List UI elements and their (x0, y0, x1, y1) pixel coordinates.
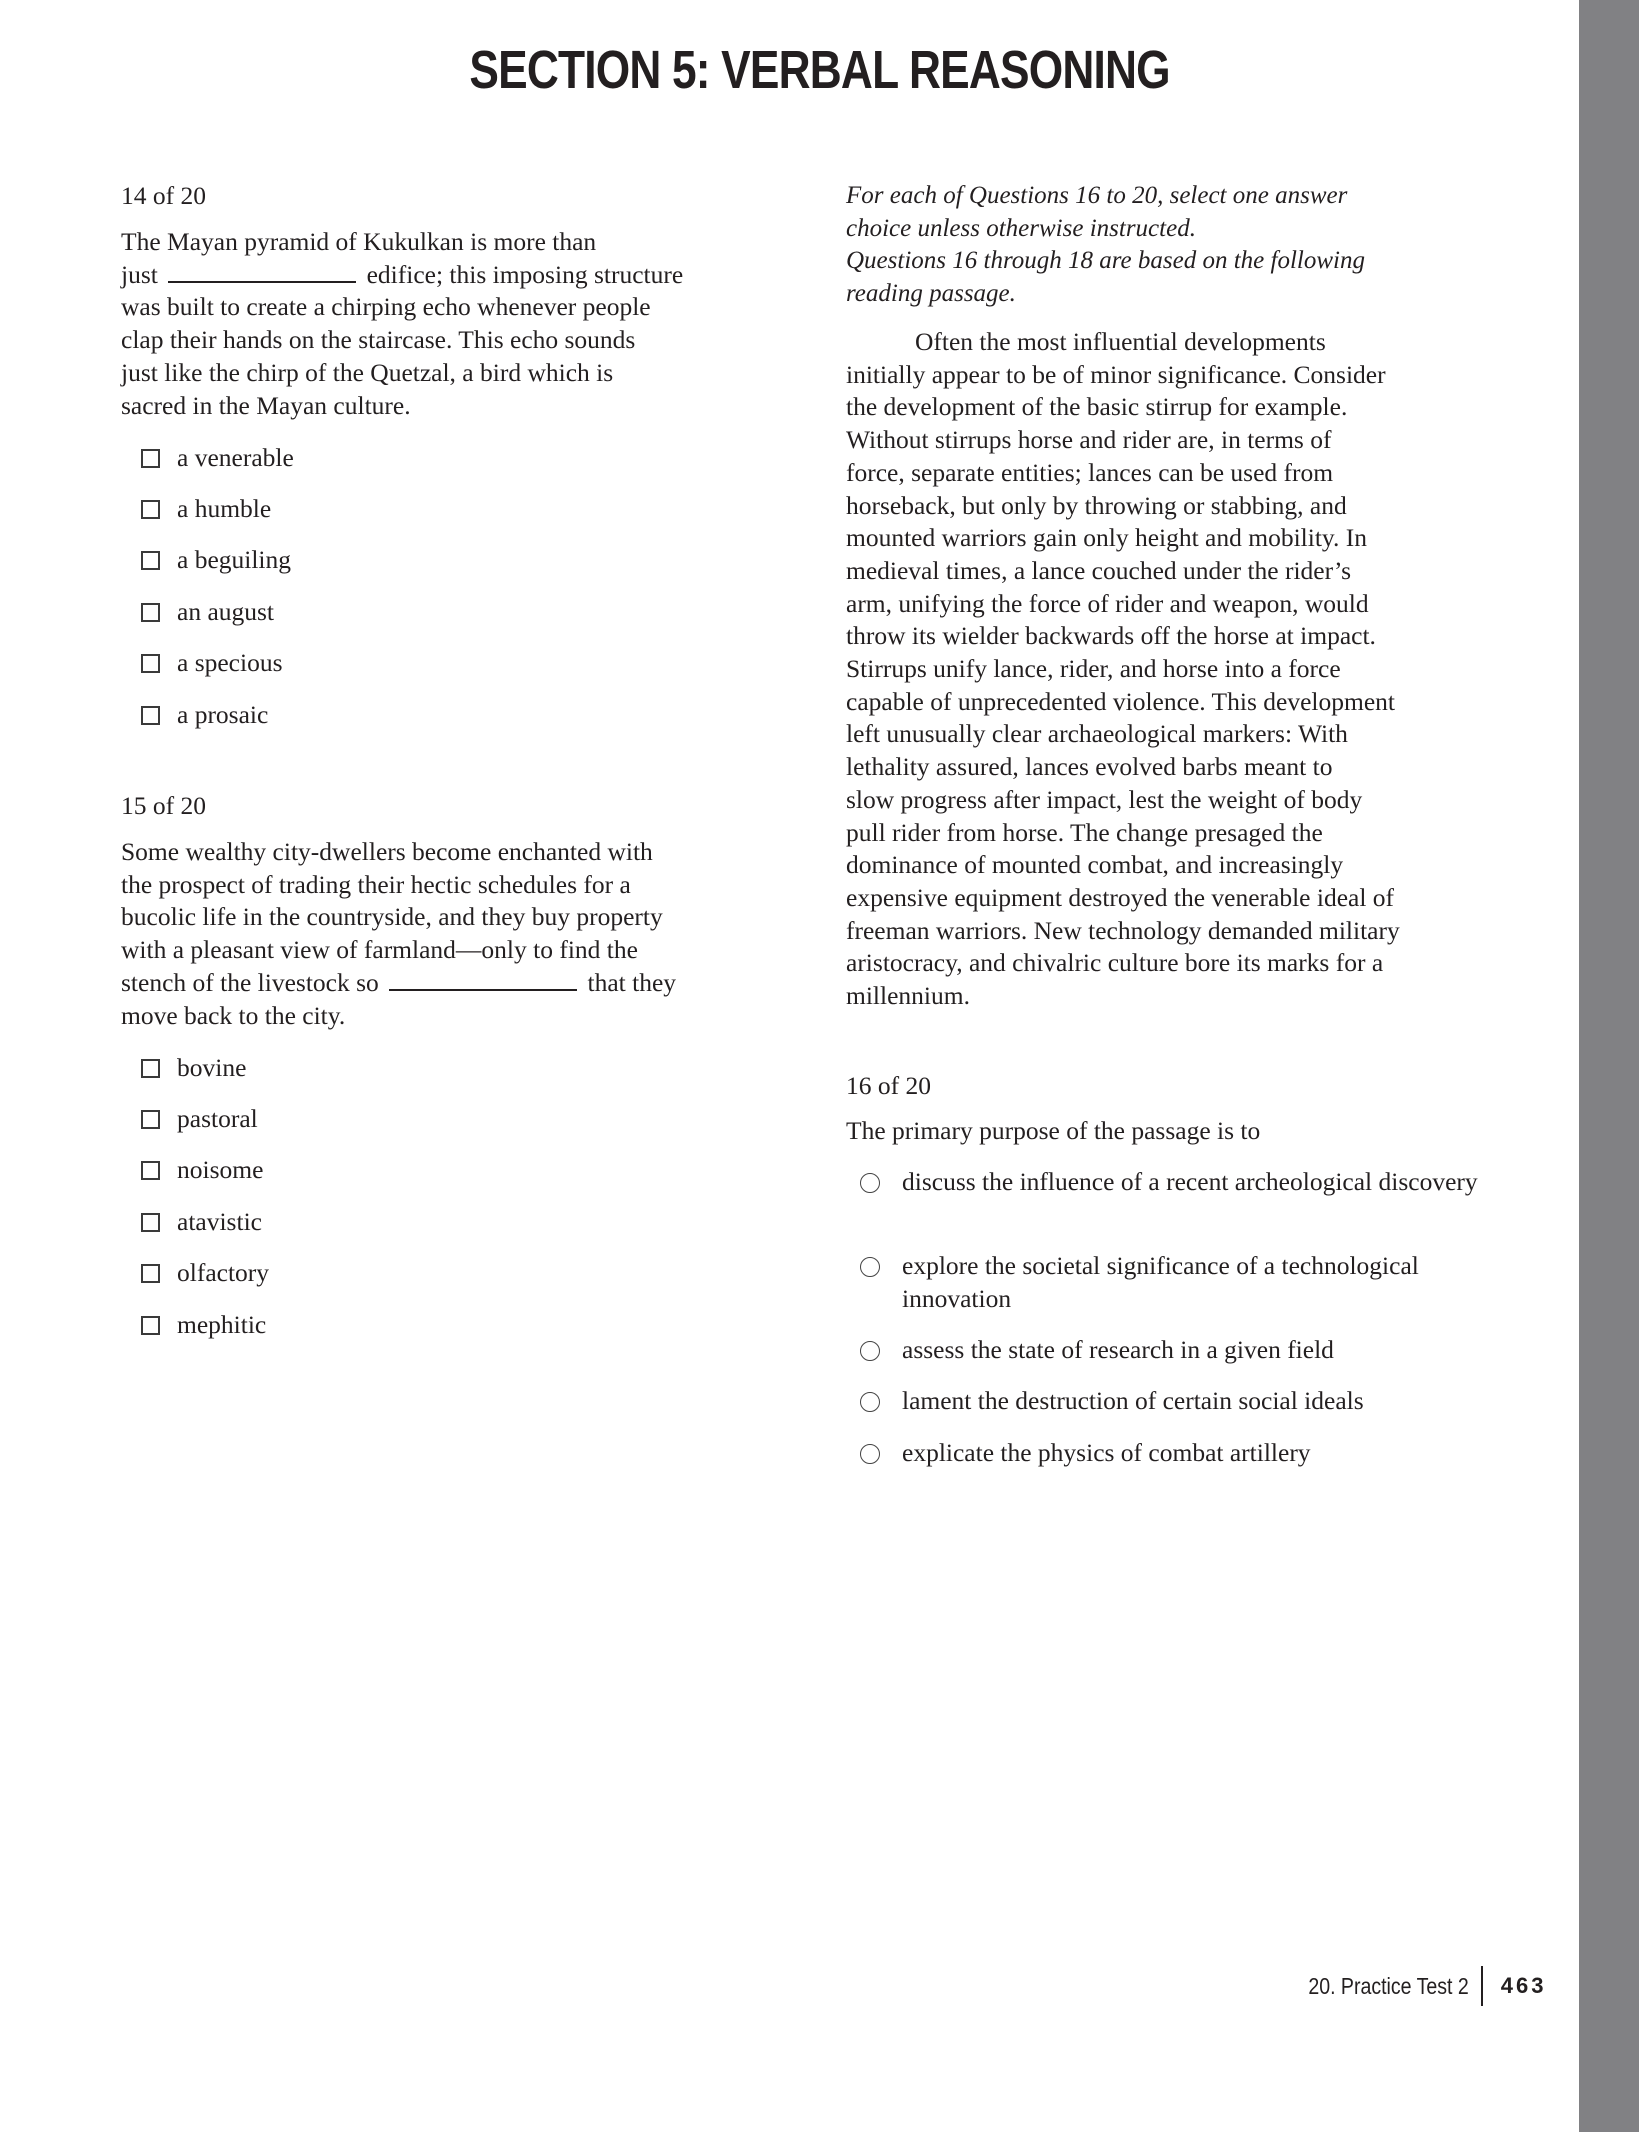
checkbox-icon[interactable] (141, 1316, 160, 1335)
page-edge-tab (1579, 0, 1639, 2132)
stem-line: sacred in the Mayan culture. (121, 390, 411, 420)
option-label: atavistic (177, 1207, 262, 1236)
q16-option-a[interactable] (860, 1166, 1512, 1199)
q15-option-f[interactable] (141, 1309, 266, 1342)
question-15-number: 15 of 20 (121, 791, 206, 820)
q14-option-d[interactable] (141, 596, 274, 629)
checkbox-icon[interactable] (141, 654, 160, 673)
directions-line: choice unless otherwise instructed. (846, 214, 1196, 242)
option-label: mephitic (177, 1310, 267, 1339)
stem-line: The primary purpose of the passage is to (846, 1116, 1261, 1145)
q14-option-f[interactable] (141, 699, 268, 732)
radio-button-icon[interactable] (860, 1341, 880, 1361)
checkbox-icon[interactable] (141, 500, 160, 519)
option-label: explicate the physics of combat artillery (902, 1438, 1311, 1467)
passage-line: the development of the basic stirrup for example. (846, 392, 1348, 422)
question-14-number: 14 of 20 (121, 181, 206, 210)
passage-line: millennium. (846, 981, 970, 1011)
checkbox-icon[interactable] (141, 1213, 160, 1232)
checkbox-icon[interactable] (141, 449, 160, 468)
stem-line: the prospect of trading their hectic schedules for a (121, 869, 631, 899)
checkbox-icon[interactable] (141, 1059, 160, 1078)
stem-text: stench of the livestock so (121, 967, 379, 997)
q15-option-a[interactable] (141, 1052, 246, 1085)
option-label: lament the destruction of certain social ideals (902, 1386, 1364, 1415)
question-14-stem (121, 226, 791, 422)
question-16-stem (846, 1115, 1516, 1148)
page-footer (1280, 1968, 1547, 2004)
q14-option-b[interactable] (141, 493, 271, 526)
passage-line: arm, unifying the force of rider and weapon, would (846, 588, 1369, 618)
option-label: a beguiling (177, 545, 292, 574)
passage-line: medieval times, a lance couched under the rider’s (846, 555, 1352, 585)
option-label: noisome (177, 1155, 264, 1184)
checkbox-icon[interactable] (141, 706, 160, 725)
radio-button-icon[interactable] (860, 1173, 880, 1193)
option-label: discuss the influence of a recent archeological discovery (902, 1167, 1478, 1196)
section-title: SECTION 5: VERBAL REASONING (469, 40, 1170, 100)
stem-text: just (121, 259, 158, 289)
directions (846, 180, 1466, 311)
option-label: an august (177, 597, 275, 626)
passage-line: horseback, but only by throwing or stabbing, and (846, 490, 1347, 520)
directions-line: For each of Questions 16 to 20, select one answer (846, 182, 1348, 209)
q14-option-c[interactable] (141, 544, 291, 577)
radio-button-icon[interactable] (860, 1392, 880, 1412)
directions-line: Questions 16 through 18 are based on the following (846, 247, 1365, 275)
question-16-number: 16 of 20 (846, 1071, 931, 1100)
stem-text: edifice; this imposing structure (366, 259, 684, 289)
footer-divider (1481, 1966, 1483, 2006)
passage-line: slow progress after impact, lest the weight of body (846, 784, 1363, 814)
stem-line (121, 967, 791, 1000)
checkbox-icon[interactable] (141, 1110, 160, 1129)
passage-line: lethality assured, lances evolved barbs meant to (846, 752, 1333, 782)
passage-line: mounted warriors gain only height and mobility. In (846, 523, 1368, 553)
radio-button-icon[interactable] (860, 1444, 880, 1464)
page-number: 463 (1500, 1973, 1547, 1998)
option-label: explore the societal significance of a technological innovation (902, 1251, 1419, 1313)
question-15-stem (121, 836, 791, 1032)
passage-line: Often the most influential developments (915, 327, 1326, 356)
passage-line: aristocracy, and chivalric culture bore its marks for a (846, 948, 1384, 978)
stem-line: just like the chirp of the Quetzal, a bird which is (121, 357, 614, 387)
q16-option-b[interactable] (860, 1250, 1512, 1315)
passage-line: left unusually clear archaeological markers: With (846, 719, 1348, 749)
passage-line: throw its wielder backwards off the horse at impact. (846, 621, 1376, 651)
stem-line: move back to the city. (121, 1000, 346, 1030)
checkbox-icon[interactable] (141, 1161, 160, 1180)
passage-line: dominance of mounted combat, and increasingly (846, 850, 1344, 880)
radio-button-icon[interactable] (860, 1257, 880, 1277)
passage-line: capable of unprecedented violence. This development (846, 686, 1395, 716)
q15-option-b[interactable] (141, 1103, 258, 1136)
option-label: a specious (177, 648, 283, 677)
passage-line: Without stirrups horse and rider are, in terms of (846, 425, 1332, 455)
passage-line: freeman warriors. New technology demanded military (846, 915, 1400, 945)
q15-option-e[interactable] (141, 1257, 269, 1290)
passage-line: Stirrups unify lance, rider, and horse into a force (846, 654, 1341, 684)
answer-blank (168, 261, 356, 283)
passage-line: initially appear to be of minor significance. Consider (846, 359, 1386, 389)
passage-line: force, separate entities; lances can be used from (846, 457, 1334, 487)
answer-blank (389, 969, 577, 991)
checkbox-icon[interactable] (141, 551, 160, 570)
directions-line: reading passage. (846, 280, 1016, 308)
option-label: a prosaic (177, 700, 269, 729)
stem-line: was built to create a chirping echo whenever people (121, 292, 651, 322)
option-label: olfactory (177, 1258, 270, 1287)
passage-line: expensive equipment destroyed the venerable ideal of (846, 882, 1395, 912)
stem-line: The Mayan pyramid of Kukulkan is more than (121, 227, 597, 256)
stem-line: clap their hands on the staircase. This echo sounds (121, 325, 636, 355)
stem-line: bucolic life in the countryside, and they buy property (121, 902, 663, 932)
q16-option-e[interactable] (860, 1437, 1311, 1470)
q16-option-c[interactable] (860, 1334, 1334, 1367)
checkbox-icon[interactable] (141, 1264, 160, 1283)
q15-option-c[interactable] (141, 1154, 263, 1187)
option-label: assess the state of research in a given field (902, 1335, 1334, 1364)
stem-line: Some wealthy city-dwellers become enchanted with (121, 837, 653, 866)
option-label: bovine (177, 1053, 247, 1082)
footer-chapter-label: 20. Practice Test 2 (1308, 1972, 1469, 1999)
option-label: a humble (177, 494, 272, 523)
option-label: a venerable (177, 443, 294, 472)
stem-text: that they (587, 967, 677, 997)
stem-line: with a pleasant view of farmland—only to find the (121, 935, 638, 965)
reading-passage (846, 326, 1500, 1013)
passage-line: pull rider from horse. The change presaged the (846, 817, 1323, 847)
q14-option-e[interactable] (141, 647, 283, 680)
checkbox-icon[interactable] (141, 603, 160, 622)
q15-option-d[interactable] (141, 1206, 262, 1239)
q16-option-d[interactable] (860, 1385, 1364, 1418)
stem-line (121, 259, 791, 292)
q14-option-a[interactable] (141, 442, 294, 475)
option-label: pastoral (177, 1104, 258, 1133)
